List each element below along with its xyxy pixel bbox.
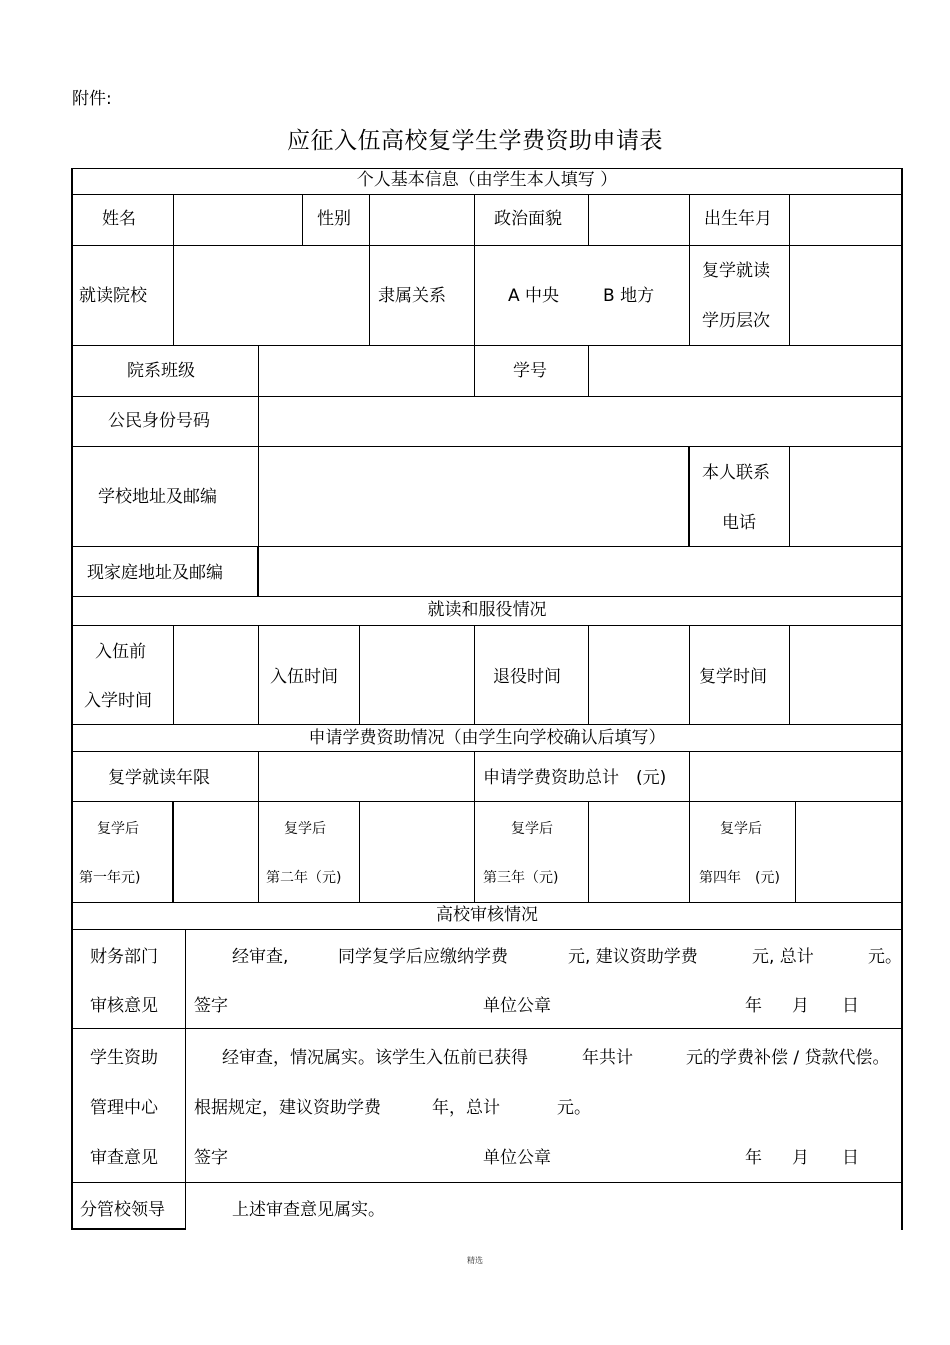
row-line: [71, 1228, 186, 1230]
center-text-3: 元的学费补偿 / 贷款代偿。: [686, 1048, 890, 1068]
col-line: [258, 625, 259, 724]
label-level-line2: 学历层次: [702, 311, 770, 331]
col-line: [258, 345, 259, 396]
row-line: [71, 194, 903, 195]
col-line: [474, 751, 475, 801]
col-line: [588, 345, 589, 396]
row-line: [71, 801, 903, 802]
center-text-1: 经审查，情况属实。该学生入伍前已获得: [222, 1048, 528, 1068]
row-line: [71, 724, 903, 725]
col-line: [588, 801, 589, 902]
section-service: 就读和服役情况: [427, 600, 547, 620]
option-central: A 中央: [508, 286, 560, 306]
col-line: [258, 751, 259, 801]
section-aid: 申请学费资助情况（由学生向学校确认后填写）: [308, 728, 666, 748]
finance-sign: 签字: [194, 996, 228, 1016]
label-name: 姓名: [102, 209, 136, 229]
col-line: [185, 929, 186, 1230]
finance-text-2: 同学复学后应缴纳学费: [338, 947, 508, 967]
row-line: [71, 546, 903, 547]
col-line: [172, 801, 174, 902]
label-center-line3: 审查意见: [90, 1148, 158, 1168]
row-line: [71, 345, 903, 346]
label-finance-line2: 审核意见: [90, 996, 158, 1016]
label-home-address: 现家庭地址及邮编: [87, 563, 223, 583]
label-discharge-time: 退役时间: [493, 667, 561, 687]
label-birth-date: 出生年月: [704, 209, 772, 229]
label-affiliation: 隶属关系: [378, 286, 446, 306]
option-local: B 地方: [603, 286, 655, 306]
label-gender: 性别: [317, 209, 351, 229]
finance-text-3: 元, 建议资助学费: [568, 947, 698, 967]
label-aid-total: 申请学费资助总计 (元): [483, 768, 667, 788]
finance-text-1: 经审查,: [232, 947, 289, 967]
row-line: [71, 245, 903, 246]
row-line: [71, 396, 903, 397]
table-border-left: [71, 168, 73, 1230]
label-level-line1: 复学就读: [702, 261, 770, 281]
finance-text-4: 元, 总计: [752, 947, 814, 967]
label-year3-line1: 复学后: [511, 821, 553, 837]
finance-text-5: 元。: [868, 947, 902, 967]
label-center-line1: 学生资助: [90, 1048, 158, 1068]
col-line: [474, 194, 475, 345]
label-finance-line1: 财务部门: [90, 947, 158, 967]
col-line: [474, 801, 475, 902]
label-school-address: 学校地址及邮编: [98, 487, 217, 507]
row-line: [71, 1182, 903, 1183]
row-line: [71, 446, 903, 447]
col-line: [258, 446, 259, 546]
row-line: [71, 751, 903, 752]
label-study-years: 复学就读年限: [108, 768, 210, 788]
label-political-status: 政治面貌: [494, 209, 562, 229]
col-line: [474, 625, 475, 724]
label-year2-line1: 复学后: [284, 821, 326, 837]
col-line: [789, 194, 790, 345]
col-line: [173, 194, 174, 345]
col-line: [588, 625, 589, 724]
finance-year: 年: [745, 996, 762, 1016]
label-student-id: 学号: [513, 361, 547, 381]
col-line: [789, 446, 790, 546]
label-citizen-id: 公民身份号码: [108, 411, 210, 431]
attachment-label: 附件:: [72, 89, 112, 109]
finance-day: 日: [842, 996, 859, 1016]
form-title: 应征入伍高校复学生学费资助申请表: [287, 128, 663, 154]
row-line: [71, 625, 903, 626]
col-line: [173, 625, 174, 724]
label-pre-enlist-line2: 入学时间: [84, 691, 152, 711]
col-line: [689, 801, 690, 902]
table-border-top: [71, 168, 903, 169]
label-enlist-time: 入伍时间: [270, 667, 338, 687]
col-line: [688, 446, 690, 546]
row-line: [71, 902, 903, 903]
label-pre-enlist-line1: 入伍前: [95, 642, 146, 662]
label-year3-line2: 第三年（元): [483, 870, 559, 886]
col-line: [689, 625, 690, 724]
label-year4-line2: 第四年 (元): [699, 870, 780, 886]
center-sign: 签字: [194, 1148, 228, 1168]
label-phone-line2: 电话: [722, 513, 756, 533]
col-line: [689, 194, 690, 345]
label-year4-line1: 复学后: [720, 821, 762, 837]
col-line: [258, 801, 259, 902]
footer-note: 精选: [467, 1256, 483, 1265]
leader-text: 上述审查意见属实。: [232, 1200, 385, 1220]
center-month: 月: [792, 1148, 809, 1168]
col-line: [689, 751, 690, 801]
finance-seal: 单位公章: [483, 996, 551, 1016]
row-line: [71, 596, 903, 597]
col-line: [369, 194, 370, 345]
section-personal-info: 个人基本信息（由学生本人填写 ）: [356, 170, 618, 190]
label-year1-line1: 复学后: [97, 821, 139, 837]
col-line: [474, 345, 475, 396]
label-year1-line2: 第一年元): [79, 870, 141, 886]
label-phone-line1: 本人联系: [702, 463, 770, 483]
col-line: [359, 625, 360, 724]
center-text-4: 根据规定，建议资助学费: [194, 1098, 381, 1118]
label-dept-class: 院系班级: [127, 361, 195, 381]
center-day: 日: [842, 1148, 859, 1168]
label-year2-line2: 第二年（元): [266, 870, 342, 886]
col-line: [789, 625, 790, 724]
label-leader: 分管校领导: [80, 1200, 165, 1220]
center-seal: 单位公章: [483, 1148, 551, 1168]
col-line: [795, 801, 796, 902]
table-border-right: [901, 168, 903, 1230]
section-review: 高校审核情况: [436, 905, 538, 925]
row-line: [71, 929, 903, 930]
center-text-2: 年共计: [582, 1048, 633, 1068]
col-line: [302, 194, 303, 245]
center-text-6: 元。: [557, 1098, 591, 1118]
col-line: [258, 396, 259, 446]
label-center-line2: 管理中心: [90, 1098, 158, 1118]
center-text-5: 年，总计: [432, 1098, 500, 1118]
label-resume-time: 复学时间: [699, 667, 767, 687]
center-year: 年: [745, 1148, 762, 1168]
row-line: [71, 1028, 903, 1029]
col-line: [359, 801, 360, 902]
col-line: [588, 194, 589, 245]
label-school: 就读院校: [79, 286, 147, 306]
finance-month: 月: [792, 996, 809, 1016]
col-line: [257, 546, 259, 596]
